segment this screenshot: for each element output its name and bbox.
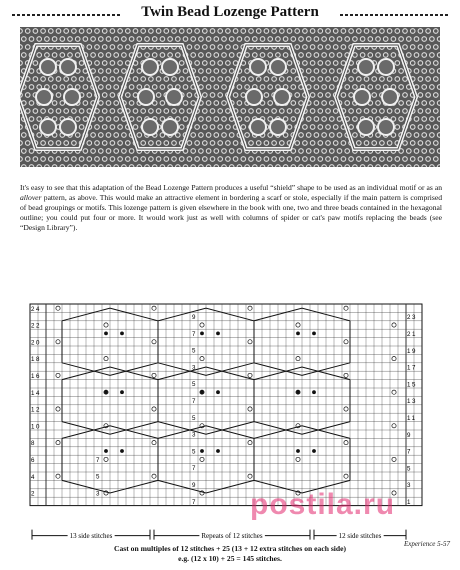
bead-symbol xyxy=(104,390,108,394)
lace-bead xyxy=(60,59,76,75)
row-label-right: 9 xyxy=(407,431,413,439)
lace-bead xyxy=(378,59,394,75)
chart-stitch-number: 5 xyxy=(192,347,196,355)
bead-symbol xyxy=(216,390,220,394)
lace-bead xyxy=(166,89,182,105)
bead-symbol xyxy=(296,449,300,453)
intro-text-1: It's easy to see that this adaptation of the Bead Lozenge Pattern produces a useful “shield” shape to be used as an individual motif or as an xyxy=(20,183,442,192)
page-credit: Experience 5-57 xyxy=(403,540,450,548)
lace-bead xyxy=(250,119,266,135)
bead-symbol xyxy=(312,449,316,453)
lace-bead xyxy=(354,89,370,105)
bead-symbol xyxy=(312,332,316,336)
title-bar xyxy=(12,4,448,26)
lace-bead xyxy=(138,89,154,105)
row-label-right: 23 xyxy=(407,314,418,322)
lace-bead xyxy=(60,119,76,135)
title-rule-right xyxy=(340,14,448,16)
lace-bead xyxy=(270,59,286,75)
lace-photo-image xyxy=(20,27,440,167)
row-label-left: 18 xyxy=(31,356,42,364)
intro-allover: allover xyxy=(20,193,42,202)
bead-symbol xyxy=(120,390,124,394)
bracket-left-label: 13 side stitches xyxy=(69,532,113,541)
bead-symbol xyxy=(120,449,124,453)
row-label-right: 15 xyxy=(407,381,418,389)
lace-bead xyxy=(378,119,394,135)
lace-bead xyxy=(270,119,286,135)
bead-symbol xyxy=(216,449,220,453)
row-label-right: 1 xyxy=(407,499,413,506)
chart-stitch-number: 3 xyxy=(96,490,100,498)
chart-stitch-number: 5 xyxy=(192,381,196,389)
bracket-center-label: Repeats of 12 stitches xyxy=(201,532,263,541)
row-label-left: 10 xyxy=(31,423,42,431)
row-label-right: 7 xyxy=(407,448,413,456)
row-label-left: 14 xyxy=(31,389,42,397)
row-label-left: 8 xyxy=(31,440,37,448)
lace-bead xyxy=(358,59,374,75)
chart-grid-lines xyxy=(30,304,422,506)
lace-bead xyxy=(250,59,266,75)
row-label-right: 17 xyxy=(407,364,418,372)
bead-symbol xyxy=(200,332,204,336)
chart-stitch-number: 7 xyxy=(192,330,196,338)
chart-stitch-number: 7 xyxy=(192,498,196,506)
row-label-right: 5 xyxy=(407,465,413,473)
bead-symbol xyxy=(216,332,220,336)
row-label-left: 12 xyxy=(31,406,42,414)
chart-stitch-number: 9 xyxy=(192,314,196,321)
row-label-right: 21 xyxy=(407,331,418,338)
row-label-right: 13 xyxy=(407,398,418,406)
watermark: postila.ru xyxy=(250,488,396,521)
cast-on-line-2: e.g. (12 x 10) + 25 = 145 stitches. xyxy=(178,554,282,563)
intro-text-2: pattern, as above. This would make an attractive element in bordering a scarf or stole, especially if the main pattern is comprised of bead groupings or motifs. This lozenge pattern is given elsewhere in the book with one, two and three beads contained in the hexagonal outline; you could put four or more. It would work just as well with columns of spider or cat's paw motifs replacing the beads (see “Design Library”). xyxy=(20,193,442,232)
bead-symbol xyxy=(120,332,124,336)
lace-bead xyxy=(36,89,52,105)
lace-bead xyxy=(246,89,262,105)
bead-symbol xyxy=(200,449,204,453)
bead-symbol xyxy=(296,390,300,394)
lace-bead xyxy=(142,119,158,135)
row-label-left: 24 xyxy=(31,305,42,313)
chart-stitch-number: 7 xyxy=(96,456,100,464)
chart-stitch-number: 7 xyxy=(192,398,196,405)
lace-bead xyxy=(40,59,56,75)
chart-stitch-number: 5 xyxy=(192,414,196,422)
row-label-left: 20 xyxy=(31,339,42,347)
lace-bead xyxy=(382,89,398,105)
bracket-right-label: 12 side stitches xyxy=(338,532,382,541)
row-label-left: 22 xyxy=(31,322,42,330)
row-label-right: 19 xyxy=(407,347,418,355)
bead-symbol xyxy=(104,449,108,453)
intro-paragraph xyxy=(20,183,442,233)
chart-stitch-number: 7 xyxy=(192,465,196,473)
row-label-left: 4 xyxy=(31,473,37,481)
lace-bead xyxy=(162,59,178,75)
lace-photo xyxy=(20,27,440,167)
chart-stitch-number: 5 xyxy=(96,473,100,481)
lace-bead xyxy=(142,59,158,75)
chart-stitch-number: 3 xyxy=(192,431,196,439)
bead-symbol xyxy=(296,332,300,336)
row-label-left: 6 xyxy=(31,457,37,464)
row-label-left: 16 xyxy=(31,373,42,380)
row-label-left: 2 xyxy=(31,490,37,498)
bead-symbol xyxy=(104,332,108,336)
lace-bead xyxy=(358,119,374,135)
row-label-right: 11 xyxy=(407,415,417,422)
lace-bead xyxy=(274,89,290,105)
row-label-right: 3 xyxy=(407,482,413,490)
bead-symbol xyxy=(312,390,316,394)
chart-stitch-number: 5 xyxy=(192,448,196,456)
bead-symbol xyxy=(200,390,204,394)
lace-bead xyxy=(162,119,178,135)
cast-on-instructions xyxy=(40,544,420,564)
lace-bead xyxy=(64,89,80,105)
lace-bead xyxy=(40,119,56,135)
chart-stitch-number: 3 xyxy=(192,364,196,372)
chart-stitch-number: 9 xyxy=(192,482,196,489)
cast-on-line-1: Cast on multiples of 12 stitches + 25 (13 + 12 extra stitches on each side) xyxy=(113,544,347,553)
page-title: Twin Bead Lozenge Pattern xyxy=(141,4,319,20)
